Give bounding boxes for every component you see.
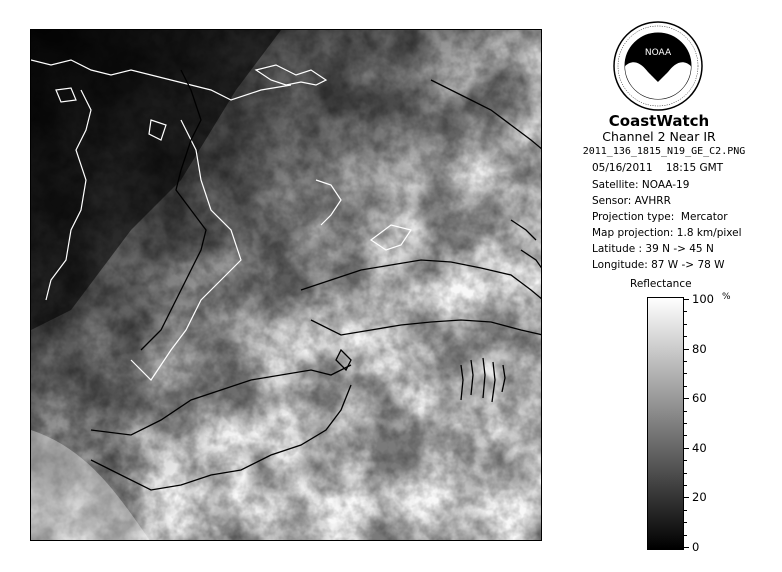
colorbar-tick-label: 100 [692,292,714,306]
colorbar-minor-tick [684,522,687,523]
latitude-range: Latitude : 39 N -> 45 N [592,243,714,255]
colorbar-unit: % [722,292,731,302]
colorbar-tick [684,448,689,449]
colorbar-tick [684,497,689,498]
colorbar-minor-tick [684,535,687,536]
product-title: CoastWatch [608,112,710,130]
sensor-name: Sensor: AVHRR [592,195,671,207]
satellite-image-svg [31,30,542,541]
colorbar-minor-tick [684,460,687,461]
colorbar-minor-tick [684,411,687,412]
noaa-seal-icon [612,20,704,112]
projection-type: Projection type: Mercator [592,211,728,223]
colorbar-tick [684,349,689,350]
colorbar-tick [684,299,689,300]
colorbar-tick-label: 60 [692,391,707,405]
satellite-name: Satellite: NOAA-19 [592,179,690,191]
satellite-image-map [30,29,542,541]
colorbar-tick [684,398,689,399]
map-projection: Map projection: 1.8 km/pixel [592,227,742,239]
noaa-logo-text: NOAA [644,48,672,58]
colorbar-title: Reflectance [630,278,692,290]
colorbar-minor-tick [684,311,687,312]
colorbar-tick-label: 0 [692,540,700,554]
colorbar-minor-tick [684,336,687,337]
longitude-range: Longitude: 87 W -> 78 W [592,259,725,271]
file-name: 2011_136_1815_N19_GE_C2.PNG [582,146,746,157]
colorbar-tick-label: 20 [692,490,707,504]
colorbar-minor-tick [684,435,687,436]
colorbar-minor-tick [684,510,687,511]
colorbar-minor-tick [684,423,687,424]
colorbar-minor-tick [684,361,687,362]
noaa-logo [612,20,704,112]
colorbar-minor-tick [684,324,687,325]
colorbar-minor-tick [684,373,687,374]
reflectance-colorbar [647,297,684,550]
colorbar-minor-tick [684,485,687,486]
colorbar-minor-tick [684,473,687,474]
colorbar-tick-label: 80 [692,342,707,356]
acquisition-datetime: 05/16/2011 18:15 GMT [592,162,724,174]
colorbar-tick [684,547,689,548]
channel-subtitle: Channel 2 Near IR [602,129,716,144]
colorbar-tick-label: 40 [692,441,707,455]
colorbar-minor-tick [684,386,687,387]
